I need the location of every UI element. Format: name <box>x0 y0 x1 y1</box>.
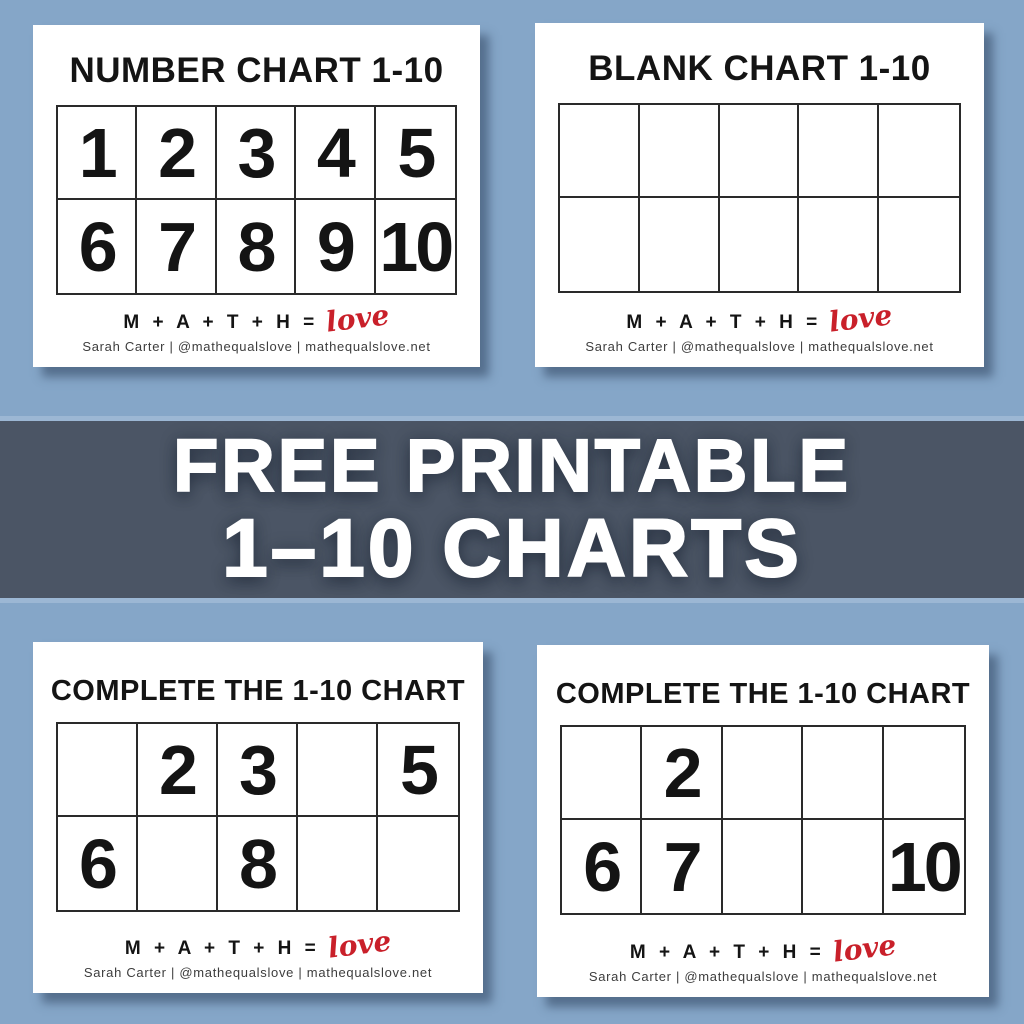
grid-cell: 7 <box>642 820 722 913</box>
grid-cell <box>879 105 959 198</box>
grid-cell <box>720 198 800 291</box>
complete-chart-card-2 <box>537 645 989 997</box>
grid-cell <box>884 727 964 820</box>
math-equals-love-logo <box>124 924 393 965</box>
card-title: BLANK CHART 1-10 <box>588 49 931 88</box>
math-text: M + A + T + H = <box>123 312 319 333</box>
grid-cell <box>298 817 378 910</box>
card-title: NUMBER CHART 1-10 <box>69 51 444 90</box>
complete-grid-1 <box>56 722 460 912</box>
grid-cell <box>723 820 803 913</box>
blank-grid <box>558 103 961 293</box>
grid-cell: 3 <box>217 107 296 200</box>
number-chart-card <box>33 25 480 367</box>
byline: Sarah Carter | @mathequalslove | mathequalslove.net <box>82 339 431 354</box>
grid-cell: 3 <box>218 724 298 817</box>
banner <box>0 416 1024 603</box>
grid-cell <box>58 724 138 817</box>
number-grid <box>56 105 457 295</box>
grid-cell <box>799 198 879 291</box>
grid-cell: 7 <box>137 200 216 293</box>
math-equals-love-logo <box>123 298 392 339</box>
card-title: COMPLETE THE 1-10 CHART <box>555 678 971 710</box>
grid-cell: 2 <box>138 724 218 817</box>
math-text: M + A + T + H = <box>124 938 320 959</box>
math-text: M + A + T + H = <box>629 942 825 963</box>
grid-cell: 5 <box>378 724 458 817</box>
grid-cell <box>640 198 720 291</box>
grid-cell <box>562 727 642 820</box>
grid-cell: 2 <box>642 727 722 820</box>
banner-title-line-2: 1–10 CHARTS <box>222 503 802 594</box>
card-footer <box>588 928 938 997</box>
card-footer <box>83 924 433 993</box>
grid-cell: 6 <box>58 200 137 293</box>
love-script: love <box>324 298 392 339</box>
grid-cell <box>720 105 800 198</box>
byline: Sarah Carter | @mathequalslove | mathequalslove.net <box>83 965 433 980</box>
byline: Sarah Carter | @mathequalslove | mathequalslove.net <box>588 969 938 984</box>
card-footer <box>82 298 431 367</box>
blank-chart-card <box>535 23 984 367</box>
grid-cell <box>723 727 803 820</box>
grid-cell: 4 <box>296 107 375 200</box>
grid-cell <box>799 105 879 198</box>
love-script: love <box>827 298 895 339</box>
grid-cell: 5 <box>376 107 455 200</box>
grid-cell <box>803 820 883 913</box>
math-equals-love-logo <box>629 928 898 969</box>
grid-cell <box>138 817 218 910</box>
byline: Sarah Carter | @mathequalslove | mathequalslove.net <box>585 339 934 354</box>
grid-cell <box>879 198 959 291</box>
card-footer <box>585 298 934 367</box>
grid-cell <box>640 105 720 198</box>
grid-cell: 8 <box>218 817 298 910</box>
math-equals-love-logo <box>626 298 895 339</box>
banner-title-line-1: FREE PRINTABLE <box>173 424 851 507</box>
math-text: M + A + T + H = <box>626 312 822 333</box>
grid-cell: 6 <box>562 820 642 913</box>
grid-cell: 1 <box>58 107 137 200</box>
grid-cell: 10 <box>887 827 960 906</box>
grid-cell <box>803 727 883 820</box>
complete-chart-card-1 <box>33 642 483 993</box>
grid-cell: 6 <box>58 817 138 910</box>
love-script: love <box>325 924 393 965</box>
grid-cell <box>560 105 640 198</box>
grid-cell <box>378 817 458 910</box>
grid-cell: 8 <box>217 200 296 293</box>
grid-cell <box>298 724 378 817</box>
card-title: COMPLETE THE 1-10 CHART <box>50 675 466 707</box>
grid-cell: 2 <box>137 107 216 200</box>
complete-grid-2 <box>560 725 966 915</box>
grid-cell <box>560 198 640 291</box>
grid-cell: 9 <box>296 200 375 293</box>
grid-cell: 10 <box>379 207 452 286</box>
love-script: love <box>830 928 898 969</box>
